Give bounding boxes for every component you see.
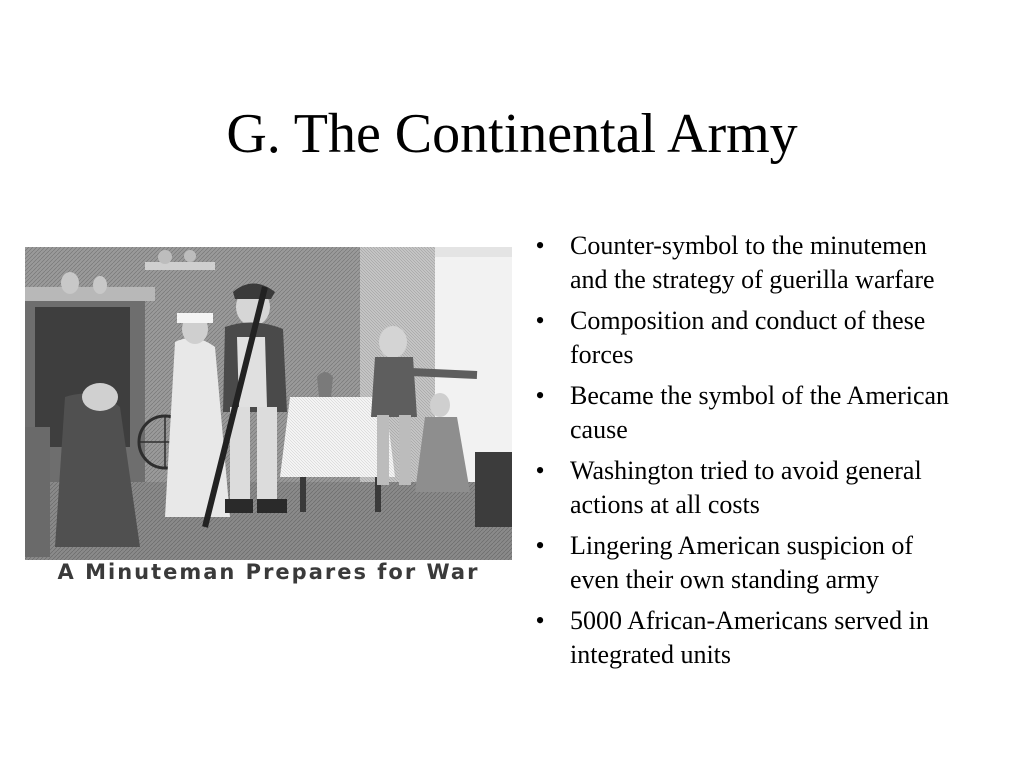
bullet-marker: • — [535, 606, 545, 635]
bullet-item — [530, 604, 950, 672]
bullet-item — [530, 379, 950, 447]
bullet-text: Lingering American suspicion of even their own standing army — [570, 531, 913, 594]
bullet-text: Composition and conduct of these forces — [570, 306, 926, 369]
bullet-list — [530, 229, 950, 679]
minuteman-engraving-illustration — [25, 247, 512, 560]
bullet-text: Became the symbol of the American cause — [570, 381, 950, 444]
bullet-marker: • — [535, 231, 545, 260]
bullet-item — [530, 229, 950, 297]
bullet-marker: • — [535, 456, 545, 485]
figure-caption: A Minuteman Prepares for War — [57, 560, 480, 584]
bullet-text: 5000 African-Americans served in integrated units — [570, 606, 929, 669]
bullet-item — [530, 454, 950, 522]
bullet-marker: • — [535, 531, 545, 560]
bullet-item — [530, 529, 950, 597]
bullet-text: Washington tried to avoid general actions at all costs — [570, 456, 922, 519]
bullet-text: Counter-symbol to the minutemen and the strategy of guerilla warfare — [570, 231, 935, 294]
minuteman-engraving — [25, 247, 512, 592]
slide-title: G. The Continental Army — [226, 103, 798, 165]
bullet-marker: • — [535, 381, 545, 410]
bullet-item — [530, 304, 950, 372]
bullet-marker: • — [535, 306, 545, 335]
